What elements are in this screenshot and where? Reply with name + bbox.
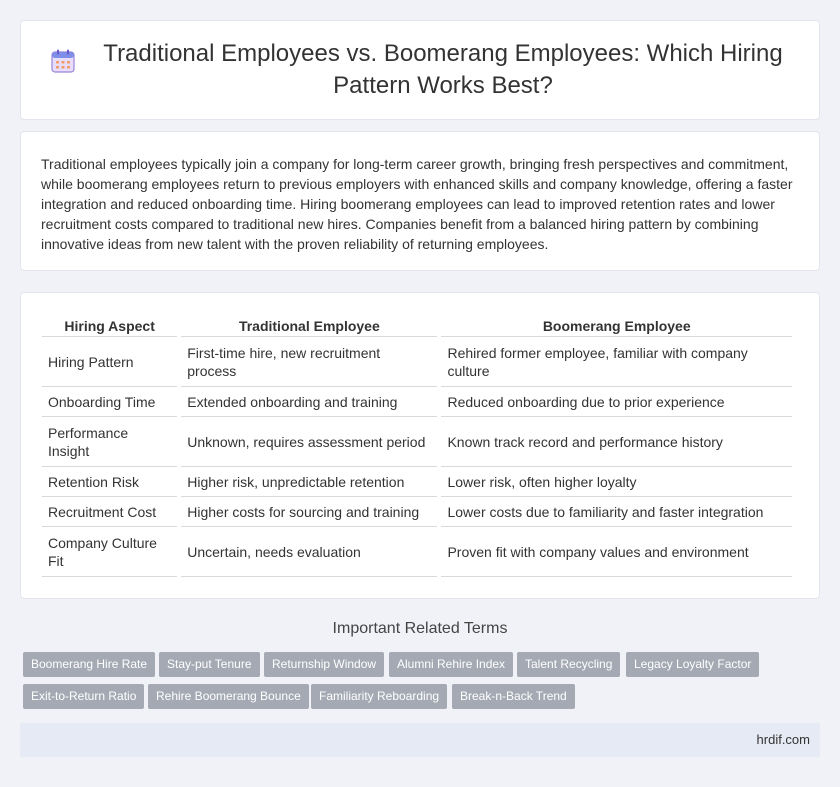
related-term-tag[interactable]: Rehire Boomerang Bounce	[148, 684, 309, 709]
row-aspect: Performance Insight	[42, 417, 177, 467]
related-term-tag[interactable]: Returnship Window	[264, 652, 384, 677]
table-row	[42, 467, 792, 497]
row-traditional: Higher risk, unpredictable retention	[181, 467, 437, 497]
header-boomerang-employee: Boomerang Employee	[441, 315, 792, 337]
row-traditional: Higher costs for sourcing and training	[181, 497, 437, 527]
table-row	[42, 337, 792, 387]
table-row	[42, 387, 792, 417]
row-aspect: Hiring Pattern	[42, 337, 177, 387]
row-aspect: Company Culture Fit	[42, 527, 177, 577]
related-term-tag[interactable]: Familiarity Reboarding	[311, 684, 447, 709]
row-traditional: First-time hire, new recruitment process	[181, 337, 437, 387]
intro-paragraph: Traditional employees typically join a company for long-term career growth, bringing fresh perspectives and commitment, while boomerang employees return to previous employers with enhanced skills and company knowledge, offering a faster integration and reduced onboarding time. Hiring boomerang employees can lead to improved retention rates and lower recruitment costs compared to traditional new hires. Companies benefit from a balanced hiring pattern by combining innovative ideas from new talent with the proven reliability of returning employees.	[41, 156, 793, 252]
related-term-tag[interactable]: Legacy Loyalty Factor	[626, 652, 759, 677]
related-term-tag[interactable]: Stay-put Tenure	[159, 652, 260, 677]
related-term-tag[interactable]: Break-n-Back Trend	[452, 684, 575, 709]
related-term-tag[interactable]: Boomerang Hire Rate	[23, 652, 155, 677]
table-row	[42, 417, 792, 467]
comparison-table	[38, 315, 796, 577]
table-header-row	[42, 315, 792, 337]
related-term-tag[interactable]: Alumni Rehire Index	[389, 652, 513, 677]
row-traditional: Uncertain, needs evaluation	[181, 527, 437, 577]
related-terms-heading: Important Related Terms	[332, 620, 508, 637]
row-aspect: Recruitment Cost	[42, 497, 177, 527]
table-row	[42, 497, 792, 527]
footer-site-link[interactable]: hrdif.com	[756, 732, 810, 747]
header-hiring-aspect: Hiring Aspect	[42, 315, 177, 337]
calendar-icon	[50, 48, 76, 74]
header-traditional-employee: Traditional Employee	[181, 315, 437, 337]
comparison-table-card	[20, 292, 820, 599]
related-term-tag[interactable]: Talent Recycling	[517, 652, 620, 677]
row-aspect: Onboarding Time	[42, 387, 177, 417]
footer	[20, 723, 820, 757]
page-title: Traditional Employees vs. Boomerang Employees: Which Hiring Pattern Works Best?	[103, 40, 783, 99]
intro-card	[20, 131, 820, 271]
row-traditional: Extended onboarding and training	[181, 387, 437, 417]
row-boomerang: Lower costs due to familiarity and faster integration	[441, 497, 792, 527]
row-aspect: Retention Risk	[42, 467, 177, 497]
title-card	[20, 20, 820, 120]
row-boomerang: Reduced onboarding due to prior experience	[441, 387, 792, 417]
row-boomerang: Lower risk, often higher loyalty	[441, 467, 792, 497]
row-boomerang: Rehired former employee, familiar with company culture	[441, 337, 792, 387]
related-term-tag[interactable]: Exit-to-Return Ratio	[23, 684, 144, 709]
row-traditional: Unknown, requires assessment period	[181, 417, 437, 467]
table-row	[42, 527, 792, 577]
row-boomerang: Proven fit with company values and environment	[441, 527, 792, 577]
row-boomerang: Known track record and performance history	[441, 417, 792, 467]
